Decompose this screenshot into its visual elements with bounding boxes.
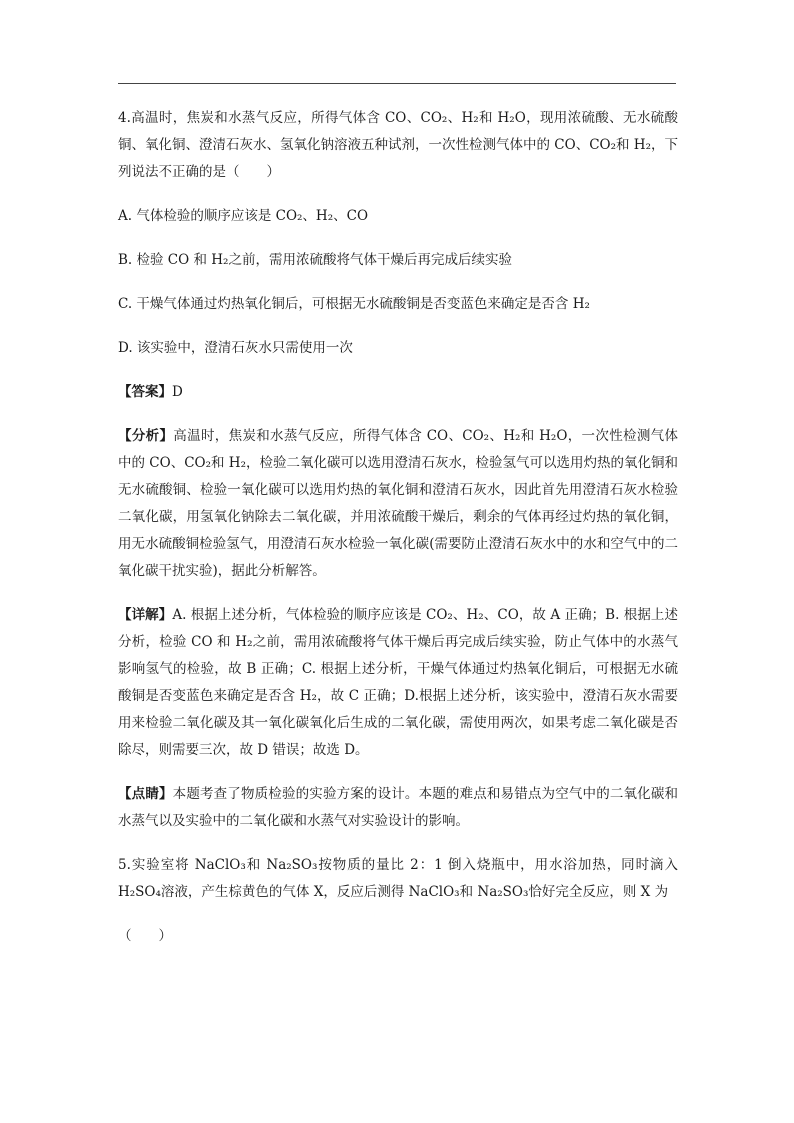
header-rule — [118, 83, 676, 84]
detail-block — [118, 602, 678, 764]
answer-block — [118, 379, 678, 406]
question-4-option-d: D. 该实验中，澄清石灰水只需使用一次 — [118, 340, 353, 356]
comment-block — [118, 781, 678, 835]
analysis-tag: 【分析】 — [118, 428, 174, 444]
comment-tag: 【点睛】 — [118, 786, 173, 802]
detail-tag: 【详解】 — [118, 607, 173, 623]
analysis-text: 高温时，焦炭和水蒸气反应，所得气体含 CO、CO₂、H₂和 H₂O，一次性检测气体中的 CO、CO₂和 H₂，检验二氧化碳可以选用澄清石灰水，检验氢气可以选用灼热的氧化铜和无水硫酸铜、检验一氧化碳可以选用灼热的氧化铜和澄清石灰水，因此首先用澄清石灰水检验二氧化碳，用氢氧化钠除去二氧化碳，并用浓硫酸干燥后，剩余的气体再经过灼热的氧化铜，用无水硫酸铜检验氢气，用澄清石灰水检验一氧化碳(需要防止澄清石灰水中的水和空气中的二氧化碳干扰实验)，据此分析解答。 — [118, 428, 678, 579]
question-4-option-b: B. 检验 CO 和 H₂之前，需用浓硫酸将气体干燥后再完成后续实验 — [118, 252, 512, 268]
answer-value: D — [172, 384, 183, 400]
question-4-option-a: A. 气体检验的顺序应该是 CO₂、H₂、CO — [118, 208, 369, 224]
question-4-stem: 4.高温时，焦炭和水蒸气反应，所得气体含 CO、CO₂、H₂和 H₂O，现用浓硫酸、无水硫酸铜、氧化铜、澄清石灰水、氢氧化钠溶液五种试剂，一次性检测气体中的 CO、CO₂和 H₂，下列说法不正确的是（ ） — [118, 110, 678, 180]
comment-text: 本题考查了物质检验的实验方案的设计。本题的难点和易错点为空气中的二氧化碳和水蒸气以及实验中的二氧化碳和水蒸气对实验设计的影响。 — [118, 786, 679, 829]
answer-tag: 【答案】 — [118, 384, 172, 400]
detail-text: A. 根据上述分析，气体检验的顺序应该是 CO₂、H₂、CO，故 A 正确；B. 根据上述分析，检验 CO 和 H₂之前，需用浓硫酸将气体干燥后再完成后续实验，防止气体中的水蒸气影响氢气的检验，故 B 正确；C. 根据上述分析，干燥气体通过灼热氧化铜后，可根据无水硫酸铜是否变蓝色来确定是否含 H₂，故 C 正确；D.根据上述分析，该实验中，澄清石灰水需要用来检验二氧化碳及其一氧化碳氧化后生成的二氧化碳，需使用两次，如果考虑二氧化碳是否除尽，则需要三次，故 D 错误；故选 D。 — [118, 607, 679, 758]
question-4-option-c: C. 干燥气体通过灼热氧化铜后，可根据无水硫酸铜是否变蓝色来确定是否含 H₂ — [118, 296, 590, 312]
question-5-stem: 5.实验室将 NaClO₃和 Na₂SO₃按物质的量比 2：1 倒入烧瓶中，用水浴加热，同时滴入 H₂SO₄溶液，产生棕黄色的气体 X，反应后测得 NaClO₃和 Na₂SO₃恰好完全反应，则 X 为 — [118, 857, 678, 900]
analysis-block — [118, 423, 678, 585]
document-page — [118, 105, 678, 967]
question-5-bracket: （ ） — [118, 928, 172, 944]
